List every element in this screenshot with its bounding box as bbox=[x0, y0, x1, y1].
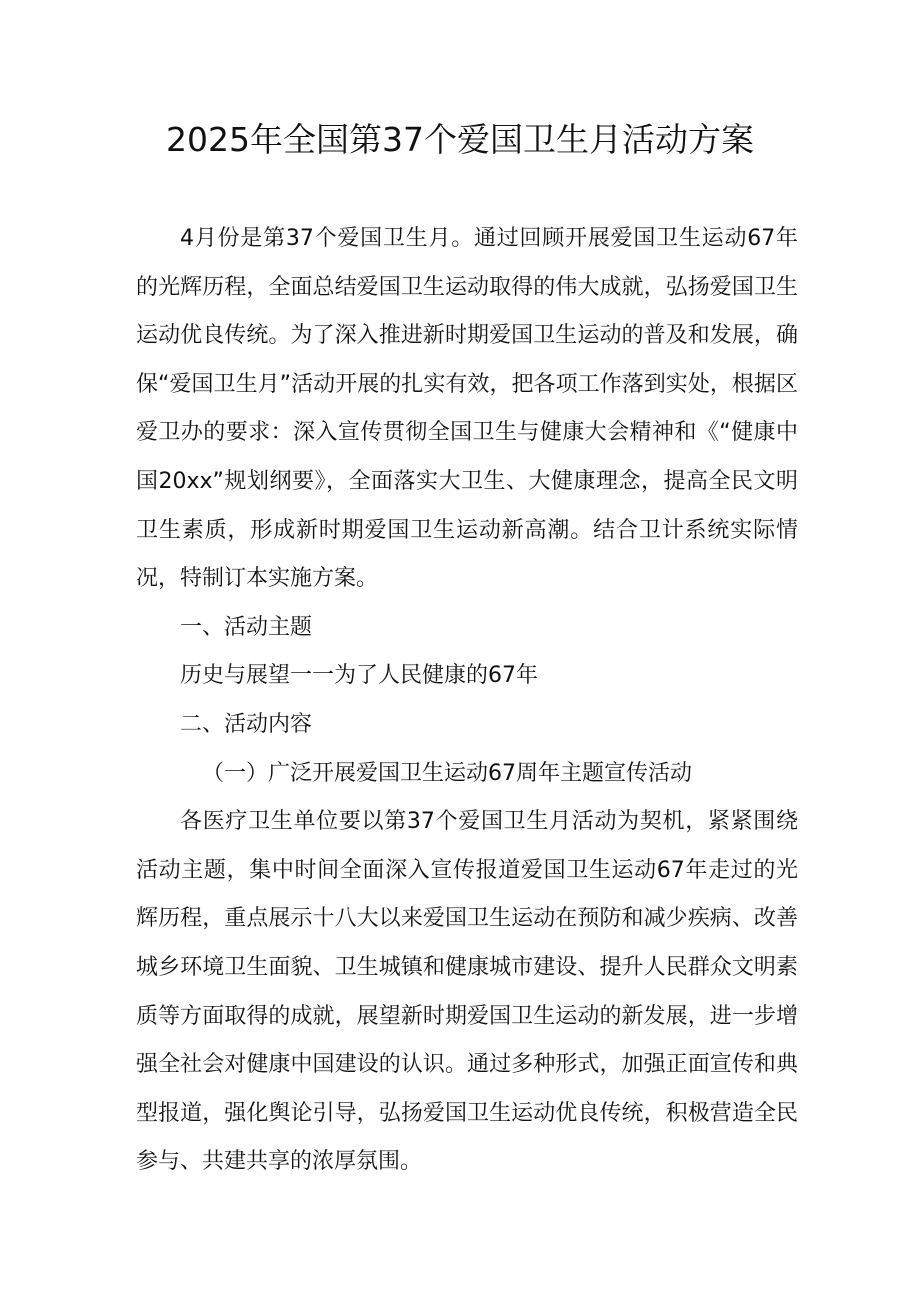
section-heading-theme: 一、活动主题 bbox=[180, 614, 313, 640]
document-title: 2025年全国第37个爱国卫生月活动方案 bbox=[166, 120, 754, 159]
content-paragraph: 各医疗卫生单位要以第37个爱国卫生月活动为契机，紧紧围绕活动主题，集中时间全面深入宣传报道爱国卫生运动67年走过的光辉历程，重点展示十八大以来爱国卫生运动在预防和减少疾病、改善城乡环境卫生面貌、卫生城镇和健康城市建设、提升人民群众文明素质等方面取得的成就，展望新时期爱国卫生运动的新发展，进一步增强全社会对健康中国建设的认识。通过多种形式，加强正面宣传和典型报道，强化舆论引导，弘扬爱国卫生运动优良传统，积极营造全民参与、共建共享的浓厚氛围。 bbox=[136, 809, 798, 1175]
document-body bbox=[136, 215, 798, 1187]
section-heading-content: 二、活动内容 bbox=[180, 711, 313, 737]
theme-text: 历史与展望一一为了人民健康的67年 bbox=[180, 663, 538, 689]
intro-paragraph: 4月份是第37个爱国卫生月。通过回顾开展爱国卫生运动67年的光辉历程，全面总结爱国卫生运动取得的伟大成就，弘扬爱国卫生运动优良传统。为了深入推进新时期爱国卫生运动的普及和发展，确保“爱国卫生月”活动开展的扎实有效，把各项工作落到实处，根据区爱卫办的要求：深入宣传贯彻全国卫生与健康大会精神和《“健康中国20xx”规划纲要》，全面落实大卫生、大健康理念，提高全民文明卫生素质，形成新时期爱国卫生运动新高潮。结合卫计系统实际情况，特制订本实施方案。 bbox=[136, 226, 798, 592]
subsection-heading: （一）广泛开展爱国卫生运动67周年主题宣传活动 bbox=[202, 760, 692, 786]
